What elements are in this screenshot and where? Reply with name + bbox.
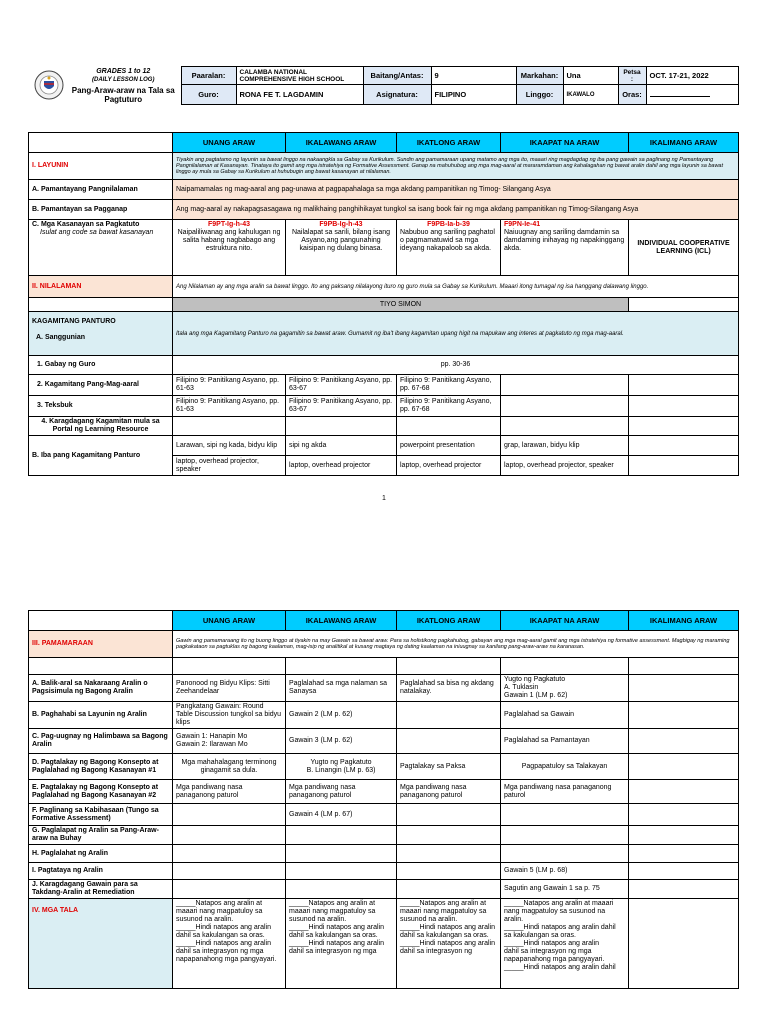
- procedure-cell: [629, 754, 739, 780]
- procedure-label: C. Pag-uugnay ng Halimbawa sa Bagong Aralin: [29, 729, 173, 754]
- day-4-header-2: IKAAPAT NA ARAW: [501, 611, 629, 631]
- procedure-row: [29, 702, 739, 729]
- procedure-cell: [397, 702, 501, 729]
- petsa-label: Petsa :: [618, 67, 646, 85]
- procedure-label: I. Pagtataya ng Aralin: [29, 863, 173, 880]
- layunin-label: I. LAYUNIN: [29, 153, 173, 180]
- procedure-cell: Pangkatang Gawain: Round Table Discussion tungkol sa bidyu klips: [173, 702, 286, 729]
- skill-2: Nailalapat sa sarili, bilang isang Asyano,ang pangunahing kaisipan ng dulang binasa.: [291, 229, 391, 252]
- day-1-header: UNANG ARAW: [173, 133, 286, 153]
- iba-label: B. Iba pang Kagamitang Panturo: [29, 436, 173, 476]
- procedure-label: B. Paghahabi sa Layunin ng Aralin: [29, 702, 173, 729]
- tala-label: IV. MGA TALA: [29, 899, 173, 989]
- guro-label: Guro:: [181, 85, 236, 105]
- code-2: F9PB-Ig-h-43: [319, 221, 363, 228]
- tala-day2: _____Natapos ang aralin at maaari nang magpatuloy sa susunod na aralin. _____Hindi natapos ang aralin dahil sa kakulangan sa oras. _____Hindi natapos ang aralin dahil sa integrasyon ng mga: [286, 899, 397, 989]
- procedure-cell: [629, 880, 739, 899]
- day-3-header: IKATLONG ARAW: [397, 133, 501, 153]
- procedure-cell: [173, 804, 286, 826]
- procedure-label: F. Paglinang sa Kabihasaan (Tungo sa Formative Assessment): [29, 804, 173, 826]
- procedure-label: E. Pagtalakay ng Bagong Konsepto at Paglalahad ng Bagong Kasanayan #2: [29, 780, 173, 804]
- kpm-day1: Filipino 9: Panitikang Asyano, pp. 61-63: [173, 375, 286, 396]
- procedure-cell: Mga pandiwang nasa panaganong paturol: [173, 780, 286, 804]
- kpm-day3: Filipino 9: Panitikang Asyano, pp. 67-68: [397, 375, 501, 396]
- pamantayan-pagganap-label: B. Pamantayan sa Pagganap: [29, 200, 173, 220]
- procedure-cell: [629, 804, 739, 826]
- procedure-cell: [397, 826, 501, 845]
- procedure-row: [29, 826, 739, 845]
- procedure-label: D. Pagtalakay ng Bagong Konsepto at Paglalahad ng Bagong Kasanayan #1: [29, 754, 173, 780]
- pamamaraan-text: Gawin ang pamamaraang ito ng buong linggo at tiyakin na may Gawain sa bawat araw. Para sa holistikong pagkahubog, gabayan ang mga mag-aaral gamit ang mga istratehiya ng formative assessment. Magbigay ng maraming pagkakataon sa pagtuklas ng bagong kaalaman, mag-isip ng analitikal at kusang magtaya ng dating kaalaman na iniuugnay sa kanilang pang-araw-araw na karanasan.: [173, 631, 739, 658]
- procedure-cell: [173, 845, 286, 863]
- pamantayan-pagganap-text: Ang mag-aaral ay nakapagsasagawa ng malikhaing panghihikayat tungkol sa isang book fair ng mga akdang pampanitikan ng Timog-Silangang Asya: [173, 200, 739, 220]
- teks-day2: Filipino 9: Panitikang Asyano, pp. 63-67: [286, 396, 397, 417]
- icl-text: INDIVIDUAL COOPERATIVE LEARNING (ICL): [629, 220, 739, 276]
- oras-value: [646, 85, 738, 105]
- kasanayan-day1: [173, 220, 286, 276]
- procedure-label: J. Karagdagang Gawain para sa Takdang-Aralin at Remediation: [29, 880, 173, 899]
- paaralan-label: Paaralan:: [181, 67, 236, 85]
- procedure-cell: [629, 863, 739, 880]
- gabay-value: pp. 30-36: [173, 356, 739, 375]
- procedure-row: [29, 780, 739, 804]
- title-block: [66, 67, 181, 85]
- procedure-cell: Mga mahahalagang terminong ginagamit sa dula.: [173, 754, 286, 780]
- procedure-cell: Paglalahad sa Pamantayan: [501, 729, 629, 754]
- linggo-value: IKAWALO: [563, 85, 618, 105]
- asignatura-value: FILIPINO: [431, 85, 516, 105]
- guro-value: RONA FE T. LAGDAMIN: [236, 85, 363, 105]
- kasanayan-label: C. Mga Kasanayan sa Pagkatuto: [32, 221, 140, 228]
- procedure-cell: Paglalahad sa bisa ng akdang natalakay.: [397, 675, 501, 702]
- dll-table-part1: [28, 132, 739, 476]
- procedure-cell: [629, 826, 739, 845]
- day-5-header-2: IKALIMANG ARAW: [629, 611, 739, 631]
- procedure-cell: [397, 880, 501, 899]
- kagamitan-label: KAGAMITANG PANTURO: [32, 318, 116, 325]
- procedure-cell: [397, 804, 501, 826]
- kpm-day2: Filipino 9: Panitikang Asyano, pp. 63-67: [286, 375, 397, 396]
- procedure-label: A. Balik-aral sa Nakaraang Aralin o Pagsisimula ng Bagong Aralin: [29, 675, 173, 702]
- procedure-cell: Yugto ng Pagkatuto A. Tuklasin Gawain 1 (LM p. 62): [501, 675, 629, 702]
- kasanayan-day4: [501, 220, 629, 276]
- procedure-cell: [286, 826, 397, 845]
- iba-r1-day4: grap, larawan, bidyu klip: [501, 436, 629, 456]
- teks-day3: Filipino 9: Panitikang Asyano, pp. 67-68: [397, 396, 501, 417]
- procedure-cell: [286, 863, 397, 880]
- markahan-value: Una: [563, 67, 618, 85]
- day-4-header: IKAAPAT NA ARAW: [501, 133, 629, 153]
- procedure-cell: Gawain 4 (LM p. 67): [286, 804, 397, 826]
- code-4: F9PN-Ie-41: [504, 221, 541, 228]
- topic-title: TIYO SIMON: [173, 298, 629, 312]
- asignatura-label: Asignatura:: [363, 85, 431, 105]
- iba-r2-day1: laptop, overhead projector, speaker: [173, 456, 286, 476]
- iba-r1-day3: powerpoint presentation: [397, 436, 501, 456]
- procedure-row: [29, 804, 739, 826]
- page-number: 1: [382, 495, 386, 502]
- procedure-cell: Paglalahad sa mga nalaman sa Sanaysa: [286, 675, 397, 702]
- procedure-cell: [173, 880, 286, 899]
- sanggunian-label: A. Sanggunian: [36, 334, 85, 341]
- procedure-cell: [173, 826, 286, 845]
- procedure-cell: Sagutin ang Gawain 1 sa p. 75: [501, 880, 629, 899]
- linggo-label: Linggo:: [516, 85, 563, 105]
- day-2-header-2: IKALAWANG ARAW: [286, 611, 397, 631]
- layunin-text: Tiyakin ang pagtatamo ng layunin sa bawat linggo na nakaangkla sa Gabay sa Kurikulum. Sundin ang pamamaraan upang matamo ang mga ito, maaari ring magdagdag ng iba pang gawain sa paglinang ng Pamantayang Pangnilalaman at Kasanayan. Tinataya ito gamit ang mga istratehiya ng Formative Assessment. Ganap na mahuhubog ang mga mag-aaral at mararamdaman ang kahalagahan ng bawat aralin dahil ang mga layunin sa bawat linggo ay mula sa Gabay sa Kurikulum at huhubugin ang bawat kasanayan at nilalaman.: [173, 153, 739, 180]
- procedure-cell: [397, 845, 501, 863]
- procedure-cell: [501, 804, 629, 826]
- procedure-cell: [286, 880, 397, 899]
- procedure-cell: Panonood ng Bidyu Klips: Sitti Zeehandelaar: [173, 675, 286, 702]
- tala-day5: [629, 899, 739, 989]
- day-5-header: IKALIMANG ARAW: [629, 133, 739, 153]
- procedure-rows: [29, 675, 739, 899]
- nilalaman-text: Ang Nilalaman ay ang mga aralin sa bawat linggo. Ito ang paksang nilalayong ituro ng guro mula sa Gabay sa Kurikulum. Maaari itong tumagal ng isa hanggang dalawang linggo.: [173, 276, 739, 298]
- title-dll: (DAILY LESSON LOG): [92, 76, 155, 83]
- tala-day1: _____Natapos ang aralin at maaari nang magpatuloy sa susunod na aralin. _____Hindi natapos ang aralin dahil sa kakulangan sa oras. _____Hindi natapos ang aralin dahil sa integrasyon ng mga napapanahong mga pangyayari.: [173, 899, 286, 989]
- iba-r2-day2: laptop, overhead projector: [286, 456, 397, 476]
- procedure-row: [29, 729, 739, 754]
- procedure-cell: [629, 729, 739, 754]
- kasanayan-day3: [397, 220, 501, 276]
- kpm-label: 2. Kagamitang Pang-Mag-aaral: [29, 375, 173, 396]
- procedure-cell: [286, 845, 397, 863]
- procedure-label: G. Paglalapat ng Aralin sa Pang-Araw-araw na Buhay: [29, 826, 173, 845]
- procedure-cell: [629, 675, 739, 702]
- code-1: F9PT-Ig-h-43: [207, 221, 250, 228]
- procedure-cell: [501, 845, 629, 863]
- tala-day3: _____Natapos ang aralin at maaari nang magpatuloy sa susunod na aralin. _____Hindi natapos ang aralin dahil sa kakulangan sa oras. _____Hindi natapos ang aralin dahil sa integrasyon ng: [397, 899, 501, 989]
- procedure-cell: [397, 729, 501, 754]
- procedure-row: [29, 845, 739, 863]
- procedure-cell: Gawain 3 (LM p. 62): [286, 729, 397, 754]
- deped-seal: [28, 67, 66, 105]
- procedure-cell: Mga pandiwang nasa panaganong paturol: [286, 780, 397, 804]
- seal-icon: [34, 70, 64, 100]
- nilalaman-label: II. NILALAMAN: [29, 276, 173, 298]
- procedure-cell: [629, 780, 739, 804]
- skill-3: Nabubuo ang sariling paghatol o pagmamatuwid sa mga ideyang nakapaloob sa akda.: [400, 229, 495, 252]
- procedure-cell: Gawain 2 (LM p. 62): [286, 702, 397, 729]
- kasanayan-cell: [29, 220, 173, 276]
- procedure-cell: [629, 702, 739, 729]
- oras-line: [650, 90, 710, 97]
- header-table: [28, 66, 739, 105]
- procedure-cell: [173, 863, 286, 880]
- kasanayan-day2: [286, 220, 397, 276]
- procedure-cell: [397, 863, 501, 880]
- procedure-cell: [501, 826, 629, 845]
- procedure-row: [29, 675, 739, 702]
- petsa-value: OCT. 17-21, 2022: [646, 67, 738, 85]
- iba-r2-day4: laptop, overhead projector, speaker: [501, 456, 629, 476]
- markahan-label: Markahan:: [516, 67, 563, 85]
- code-3: F9PB-Ia-b-39: [427, 221, 470, 228]
- iba-r2-day3: laptop, overhead projector: [397, 456, 501, 476]
- procedure-cell: Gawain 5 (LM p. 68): [501, 863, 629, 880]
- day-1-header-2: UNANG ARAW: [173, 611, 286, 631]
- procedure-cell: Gawain 1: Hanapin Mo Gawain 2: Ilarawan Mo: [173, 729, 286, 754]
- procedure-cell: Mga pandiwang nasa panaganong paturol: [501, 780, 629, 804]
- procedure-cell: Paglalahad sa Gawain: [501, 702, 629, 729]
- lr-label: 4. Karagdagang Kagamitan mula sa Portal ng Learning Resource: [29, 417, 173, 436]
- procedure-cell: [629, 845, 739, 863]
- oras-label: Oras:: [618, 85, 646, 105]
- pamamaraan-label: III. PAMAMARAAN: [29, 631, 173, 658]
- kagamitan-text: Itala ang mga Kagamitang Panturo na gagamitin sa bawat araw. Gumamit ng iba't ibang kagamitan upang higit na mapukaw ang interes at pagkatuto ng mga mag-aaral.: [173, 312, 739, 356]
- iba-r1-day1: Larawan, sipi ng kada, bidyu klip: [173, 436, 286, 456]
- procedure-cell: Pagtalakay sa Paksa: [397, 754, 501, 780]
- kagamitan-cell: [29, 312, 173, 356]
- procedure-cell: Pagpapatuloy sa Talakayan: [501, 754, 629, 780]
- day-3-header-2: IKATLONG ARAW: [397, 611, 501, 631]
- baitang-label: Baitang/Antas:: [363, 67, 431, 85]
- title-tala: Pang-Araw-araw na Tala sa Pagtuturo: [71, 85, 175, 104]
- teksbuk-label: 3. Teksbuk: [29, 396, 173, 417]
- skill-4: Naiuugnay ang sariling damdamin sa damdaming inihayag ng napakinggang akda.: [504, 229, 625, 252]
- baitang-value: 9: [431, 67, 516, 85]
- procedure-cell: Mga pandiwang nasa panaganong paturol: [397, 780, 501, 804]
- dll-table-part2: [28, 610, 739, 989]
- title-grades: GRADES 1 to 12: [96, 67, 151, 75]
- procedure-row: [29, 880, 739, 899]
- procedure-label: H. Paglalahat ng Aralin: [29, 845, 173, 863]
- pamantayang-pangnilalaman-label: A. Pamantayang Pangnilalaman: [29, 180, 173, 200]
- paaralan-value: CALAMBA NATIONAL COMPREHENSIVE HIGH SCHOOL: [236, 67, 363, 85]
- tala-day4: _____Natapos ang aralin at maaari nang magpatuloy sa susunod na aralin. _____Hindi natapos ang aralin dahil sa kakulangan sa oras. _____Hindi natapos ang aralin dahil sa integrasyon ng mga napapanahong mga pangyayari. _____Hindi natapos ang aralin dahil: [501, 899, 629, 989]
- day-2-header: IKALAWANG ARAW: [286, 133, 397, 153]
- skill-1: Naipaliliwanag ang kahulugan ng salita habang nagbabago ang estruktura nito.: [177, 229, 281, 252]
- iba-r1-day2: sipi ng akda: [286, 436, 397, 456]
- teks-day1: Filipino 9: Panitikang Asyano, pp. 61-63: [173, 396, 286, 417]
- procedure-cell: Yugto ng Pagkatuto B. Linangin (LM p. 63): [286, 754, 397, 780]
- kasanayan-sub: Isulat ang code sa bawat kasanayan: [40, 229, 154, 236]
- gabay-label: 1. Gabay ng Guro: [29, 356, 173, 375]
- procedure-row: [29, 754, 739, 780]
- pamantayang-pangnilalaman-text: Naipamamalas ng mag-aaral ang pag-unawa at pagpapahalaga sa mga akdang pampanitikan ng Timog- Silangang Asya: [173, 180, 739, 200]
- procedure-row: [29, 863, 739, 880]
